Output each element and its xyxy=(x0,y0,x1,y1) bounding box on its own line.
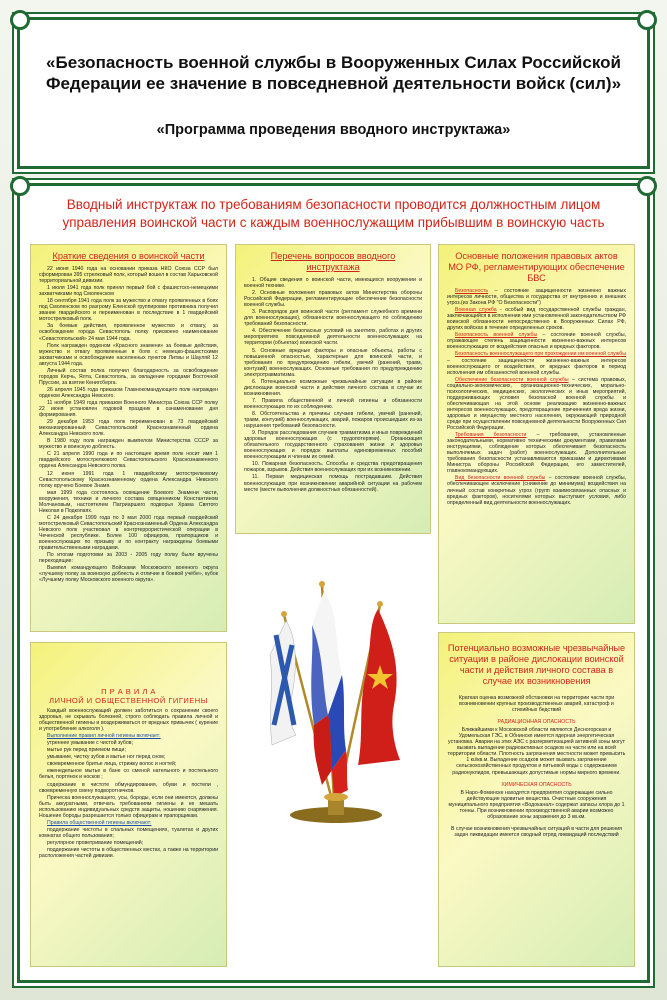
panel-title: Краткие сведения о воинской части xyxy=(52,251,205,261)
hygiene-paragraph: содержание в чистоте обмундирования, обуви и постели , своевременную смену подворотничков. xyxy=(39,781,218,794)
legal-definition-text: – состояние военной службы, отражающее степень защищенности жизненно-важных интересов военнослужащих от воздействия опасных и вредных факторов. xyxy=(447,332,626,351)
legal-definition-text: – состояние защищенности жизненно важных интересов личности, общества и государства от внутренних и внешних угроз.(из Закона РФ "О Безопасности") xyxy=(447,288,626,307)
legal-term: Обеспечение безопасности военной службы xyxy=(455,376,569,383)
text-paragraph: 12 июня 1991 года 1 гвардейскому мотострелковому Севастопольскому Краснознаменному ордена Александра Невского полку вручено Боевое Знамя. xyxy=(39,470,218,489)
text-paragraph: 6. Потенциально возможные чрезвычайные ситуации в районе дислокации воинской части и действия личного состава в случае их возникновения. xyxy=(244,378,422,397)
chemical-text: В Наро-Фоминске находятся предприятия содержащие сильно действующие ядовитые вещества. Очистные сооружения муниципального предприятия «Водоканал» содержат запасы хлора до 1 тонны. При возникновении производственной аварии возможно образование зоны заражения до 3 кв.км. xyxy=(448,789,625,820)
text-paragraph: 11 ноября 1949 года приказом Военного Министра Союза ССР полку 22 июня установлен годовой праздник в ознаменование дня формирования. xyxy=(39,399,218,419)
hygiene-paragraph: Правила общественной гигиены включают: xyxy=(47,819,152,826)
text-paragraph: 1. Общие сведения о воинской части, имеющихся вооружении и военной технике. xyxy=(244,277,422,290)
text-paragraph: 2. Основные положения правовых актов Министерства обороны Российской Федерации, регламентирующие обеспечение безопасности военной службы. xyxy=(244,290,422,309)
history-text xyxy=(31,262,226,583)
hygiene-paragraph: своевременное бритье лица, стрижку волос и ногтей; xyxy=(47,761,177,768)
questions-text xyxy=(236,273,430,493)
text-paragraph: За боевые действия, проявленное мужество и отвагу, за освобождение города Севастополь полку присвоено наименование «Севастопольский» 24 мая 1944 года. xyxy=(39,323,218,342)
legal-definition xyxy=(447,377,626,431)
legal-definition-text: – состояние защищенности жизненно-важных интересов военнослужащего от воздействия, от вредных факторов в период исполнения им обязанностей военной службы. xyxy=(447,357,626,376)
text-paragraph: 3. Распорядок дня воинской части (регламент служебного времени для военнослужащих), обязанности военнослужащего по соблюдению требований безопасности. xyxy=(244,309,422,328)
pole-finial xyxy=(319,581,325,587)
text-paragraph: В 1980 году полк награжден вымпелом Министерства СССР за мужество и воинскую доблесть. xyxy=(39,438,218,451)
panel-title: П Р А В И Л А ЛИЧНОЙ И ОБЩЕСТВЕННОЙ ГИГИЕНЫ xyxy=(49,687,208,705)
flags-illustration xyxy=(262,575,412,840)
hygiene-paragraph: Выполнение правил личной гигиены включает: xyxy=(47,733,161,740)
pole-finial xyxy=(377,601,383,607)
text-paragraph: С 21 апреля 1990 года и по настоящее время полк носит имя 1 гвардейского мотострелкового Севастопольского Краснознаменного ордена Александра Невского полка. xyxy=(39,451,218,470)
legal-definition xyxy=(447,332,626,350)
panel-title: Основные положения правовых актов МО РФ, регламентирующих обеспечение БВС xyxy=(448,251,625,283)
hygiene-paragraph: Прическа военнослужащего, усы, бороды, если они имеются, должны быть аккуратными, отвечать требованиям гигиены и не мешать использованию индивидуальных средств защиты, ношению снаряжения. Ношение бороды разрешается только офицерам и прапорщикам. xyxy=(39,794,218,819)
chemical-title: ХИМИЧЕСКАЯ ОПАСНОСТЬ xyxy=(501,781,572,788)
text-paragraph: С 24 декабря 1999 года по 3 мая 2000 года первый гвардейский мотострелковый Севастопольский Краснознаменный Ордена Александра Невского полк участвовал в контртеррористической операции в Чеченской республике. Более 100 офицеров, прапорщиков и военнослужащих по призыву и по контракту награждены боевыми правительственными наградами. xyxy=(39,514,218,552)
text-paragraph: мая 1999 года состоялось освящение Боевого Знамени части, вооружения, техники и личного состава священником Константином Молчановым, настоятелем Патриаршего подворья Храма Святого Николая в Подкопаях. xyxy=(39,489,218,514)
hygiene-paragraph: умывание, чистку зубов и мытье ног перед сном; xyxy=(47,754,166,761)
text-paragraph: 18 сентября 1941 года полк за мужество и отвагу проявленных в боях под Смоленском по разгрому Еленской группировки противника получил звание гвардейского и переименован в последствие в 1 гвардейский мотострелковый полк. xyxy=(39,298,218,323)
panel-legal xyxy=(438,244,635,624)
header-frame xyxy=(17,17,650,169)
panel-unit-history xyxy=(30,244,227,632)
legal-term: Военная служба xyxy=(455,307,497,314)
text-paragraph: 4. Обеспечение безопасных условий на занятиях, работах и других мероприятиях повседневной деятельности военнослужащих на территории (объектах) воинской части. xyxy=(244,328,422,347)
hygiene-paragraph: еженедельное мытье в бане со сменой нательного и постельного белья, портянок и носков ; xyxy=(39,768,218,781)
text-paragraph: 22 июня 1940 года на основании приказа НКО Союза ССР был сформирован 395 стрелковый полк, который вошел в состав Харьковской территориальной дивизии. xyxy=(39,266,218,285)
hygiene-paragraph: поддержание чистоты в спальных помещениях, туалетах и других комнатах общего пользования; xyxy=(39,826,218,839)
panel-emergency xyxy=(438,632,635,967)
poster-subtitle: «Программа проведения вводного инструктажа» xyxy=(156,122,511,138)
text-paragraph: 1 июля 1941 года полк принял первый бой с фашистско-немецкими захватчиками под Смоленском xyxy=(39,285,218,298)
legal-term: Вид безопасности военной службы xyxy=(455,475,546,482)
legal-term: Безопасность xyxy=(455,288,489,294)
legal-definition xyxy=(447,351,626,375)
legal-text xyxy=(439,284,634,506)
intro-heading: Вводный инструктаж по требованиям безопасности проводится должностным лицом управления воинской части с каждым военнослужащим прибывшим в воинскую часть xyxy=(62,197,605,230)
panel-title: Потенциально возможные чрезвычайные ситуации в районе дислокации воинской части и действия личного состава в случае их возникновения xyxy=(447,643,626,686)
legal-definition-text: – состояние военной службы, обеспечивающее исключение (снижение до минимума) воздействия на личный состав конкретных угроз (групп взаимосвязанных опасных и вредных факторов), носителями которых выступают условия, либо определенный вид деятельности военнослужащих. xyxy=(447,475,626,506)
radiation-title: РАДИАЦИОННАЯ ОПАСНОСТЬ xyxy=(497,719,576,726)
hygiene-text xyxy=(31,705,226,859)
panel-hygiene xyxy=(30,642,227,967)
emergency-text xyxy=(439,687,634,838)
text-paragraph: 29 декабря 1953 года полк переименован в 73 гвардейский механизированный Севастопольский Краснознаменный ордена Александра Невского полк. xyxy=(39,419,218,438)
legal-definition-text: - особый вид государственной службы граждан, заключающийся в исполнении ими установленной законодательством РФ воинской обязанности непосредственно в Вооруженных Силах РФ, других войсках в течение определенных сроков. xyxy=(447,307,626,332)
legal-definition-text: – система правовых, социально-экономических, организационно-технических, морально-психологических, медицинских, экологических и иных мероприятий, поддерживающих условия безопасной военной службы и обеспечивающая на этой основе реализацию жизненно-важных интересов военнослужащих, предотвращение причинения вреда жизни, здоровью и имуществу местного населения, окружающей природной среде при осуществлении повседневной деятельности Вооруженных Сил Российской Федерации. xyxy=(447,376,626,432)
legal-term: Требования безопасности xyxy=(455,432,527,439)
legal-definition-text: – требования, установленные законодательными, нормативно техническими документами, правилами инструкциями, соблюдение которых обеспечивает безопасность выполняемых задач (работ) военнослужащих. Дополнительные требования безопасности устанавливаются приказами и директивами Министра обороны Российской Федерации, его заместителей, главнокомандующих. xyxy=(447,432,626,475)
legal-definition xyxy=(447,288,626,306)
hygiene-paragraph: мытье рук перед приемом пищи; xyxy=(47,747,126,754)
hygiene-paragraph: поддержание чистоты в общественных местах, а также на территории расположения частей дивизии. xyxy=(39,846,218,860)
text-paragraph: Полк награжден орденом «Красного знамени» за боевые действия, мужество и отвагу проявленные в боях с немецко-фашистскими захватчиками и освобождение населенных пунктов Литвы и Шауляй 12 августа 1944 года. xyxy=(39,342,218,367)
hygiene-paragraph: регулярное проветривание помещений; xyxy=(47,839,144,846)
text-paragraph: По итогам подготовки за 2003 - 2005 году полку были вручены переходящие: xyxy=(39,552,218,565)
text-paragraph: Личный состав полка получил благодарность за освобождение городов Керчь, Ялта, Севастополь, за овладение городами Восточной Пруссии, за взятие Кенигсберга. xyxy=(39,367,218,386)
legal-term: Безопасность военнослужащего при прохождении им военной службы xyxy=(455,351,626,358)
radiation-text: Ближайшими к Московской области являются Десногорская и Удомельская ГЭС, в Обнинске имеется ядерная энергетическая установка. Аварии на этих АЭС с разгерметизацией активной зоны могут вызвать выпадение радиоактивных осадков на части или на всей территории области. Плотность загрязнения местности может превысить 1 кu\кв.м. Выпадение осадков может вызвать загрязнение сельскохозяйственных продуктов и питьевой воды с содержанием радионуклидов, превышающих допустимые нормы мирного времени. xyxy=(447,727,626,776)
poster-title: «Безопасность военной службы в Вооруженных Силах Российской Федерации ее значение в повседневной деятельности войск (сил)» xyxy=(45,53,622,93)
chemical-action: В случае возникновения чрезвычайных ситуаций в части для решения задач ликвидации имеется сводный отряд ликвидаций последствий xyxy=(451,825,622,838)
text-paragraph: 8. Обстоятельства и причины случаев гибели, увечий (ранений, травм, контузий) военнослужащих, аварий, пожаров происшедших из-за нарушения требований безопасности. xyxy=(244,410,422,430)
panel-title: Перечень вопросов вводного инструктажа xyxy=(270,251,396,272)
emergency-intro: Краткая оценка возможной обстановки на территории части при возникновении крупных производственных аварий, катастроф и стихийных бедствий xyxy=(458,695,615,714)
legal-term: Безопасность военной службы xyxy=(455,332,538,339)
text-paragraph: 10. Пожарная безопасность. Способы и средства предотвращения пожаров, взрывов. Действия военнослужащих при их возникновении. xyxy=(244,461,422,474)
hygiene-paragraph: Каждый военнослужащий должен заботиться о сохранении своего здоровья, не скрывать болезней, строго соблюдать правила личной и общественной гигиены и воздерживаться от вредных привычек ( курение и употребление алкоголя ). xyxy=(39,708,218,733)
legal-definition xyxy=(447,432,626,474)
text-paragraph: 11. Первая медицинская помощь пострадавшим. Действия военнослужащих при возникновении аварийной ситуации на рабочем месте (месте выполнения должностных обязанностей). xyxy=(244,474,422,493)
text-paragraph: 5. Основные вредные факторы и опасные объекты, работы с повышенной опасностью, характерные для воинской части, и требования по предупреждению гибели, увечий (ранений, травм, контузий) военнослужащих. Основные требования по предупреждению электротравматизма. xyxy=(244,347,422,378)
text-paragraph: 26 апреля 1945 года приказом Главнокомандующего полк награжден орденом Александра Невского. xyxy=(39,386,218,399)
panel-questions xyxy=(235,244,431,534)
text-paragraph: 7. Правила общественной и личной гигиены и обязанности военнослужащих по их соблюдению. xyxy=(244,397,422,410)
red-army-flag xyxy=(358,609,400,765)
legal-definition xyxy=(447,307,626,331)
text-paragraph: Вымпел командующего Войсками Московского военного округа «лучшему полку за воинскую доблесть и отличие в боевой учёбе», кубок «Лучшему полку Московского военного округа». xyxy=(39,565,218,584)
legal-definition xyxy=(447,475,626,505)
text-paragraph: 9. Порядок расследования случаев травматизма и иных повреждений здоровья военнослужащих (с трудопотерями). Организация обязательного государственного страхования жизни и здоровья военнослужащих и порядок выплаты единовременных пособий военнослужащим и членам их семей. xyxy=(244,430,422,461)
hygiene-paragraph: утреннее умывание с чистой зубов; xyxy=(47,740,133,747)
pole-finial xyxy=(281,611,287,617)
